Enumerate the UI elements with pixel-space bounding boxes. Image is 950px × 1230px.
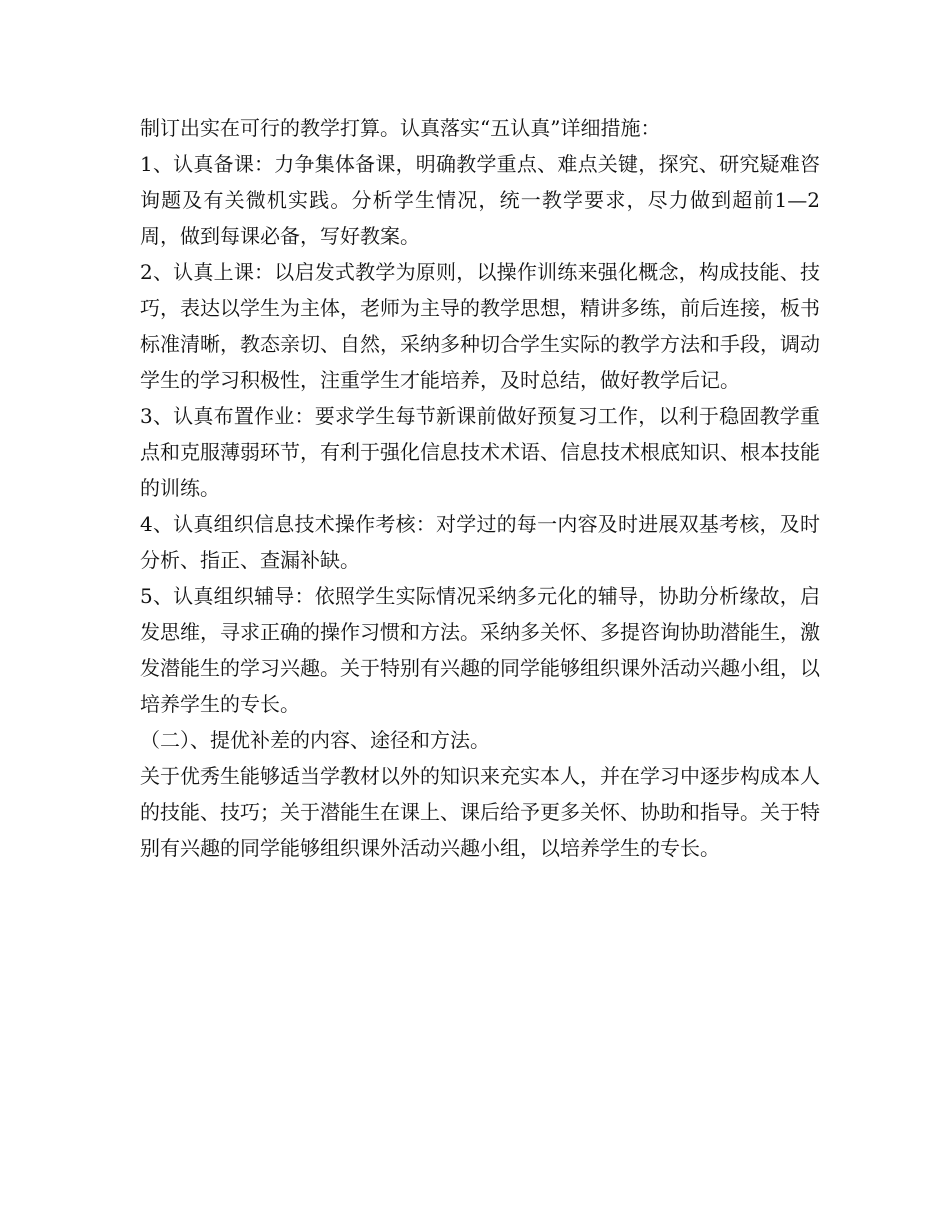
paragraph-intro: 制订出实在可行的教学打算。认真落实“五认真”详细措施：	[140, 116, 661, 140]
paragraph-item-4: 4、认真组织信息技术操作考核：对学过的每一内容及时进展双基考核，及时分析、指正、查漏补缺。	[140, 512, 820, 572]
paragraph-item-5: 5、认真组织辅导：依照学生实际情况采纳多元化的辅导，协助分析缘故，启发思维，寻求正确的操作习惯和方法。采纳多关怀、多提咨询协助潜能生，激发潜能生的学习兴趣。关于特别有兴趣的同学能够组织课外活动兴趣小组，以培养学生的专长。	[140, 584, 820, 716]
paragraph-item-2: 2、认真上课：以启发式教学为原则，以操作训练来强化概念，构成技能、技巧，表达以学生为主体，老师为主导的教学思想，精讲多练，前后连接，板书标准清晰，教态亲切、自然，采纳多种切合学生实际的教学方法和手段，调动学生的学习积极性，注重学生才能培养，及时总结，做好教学后记。	[140, 260, 820, 392]
paragraph-item-3: 3、认真布置作业：要求学生每节新课前做好预复习工作，以利于稳固教学重点和克服薄弱环节，有利于强化信息技术术语、信息技术根底知识、根本技能的训练。	[140, 404, 820, 500]
paragraph-section-body: 关于优秀生能够适当学教材以外的知识来充实本人，并在学习中逐步构成本人的技能、技巧；关于潜能生在课上、课后给予更多关怀、协助和指导。关于特别有兴趣的同学能够组织课外活动兴趣小组，以培养学生的专长。	[140, 764, 820, 860]
paragraph-item-1: 1、认真备课：力争集体备课，明确教学重点、难点关键，探究、研究疑难咨询题及有关微机实践。分析学生情况，统一教学要求，尽力做到超前1—2周，做到每课必备，写好教案。	[140, 152, 820, 248]
document-body	[140, 110, 820, 866]
section-heading: （二）、提优补差的内容、途径和方法。	[140, 728, 490, 752]
